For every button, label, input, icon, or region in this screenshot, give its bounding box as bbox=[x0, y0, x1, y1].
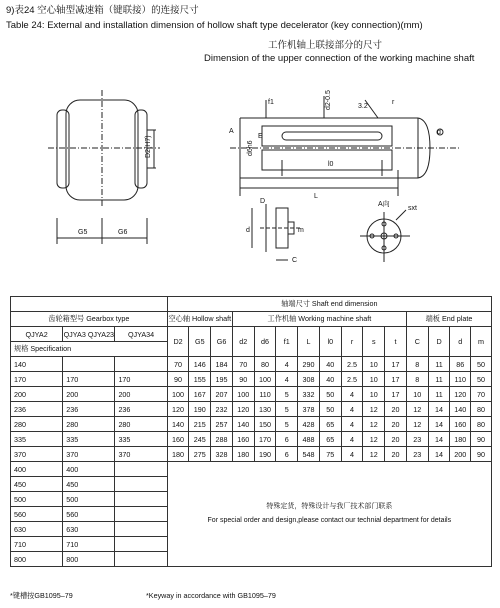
label-r32: 3.2 bbox=[358, 103, 368, 110]
column-header: l0 bbox=[319, 327, 341, 357]
header-row bbox=[11, 327, 492, 342]
value-cell: 288 bbox=[211, 432, 233, 447]
value-cell: 5 bbox=[276, 402, 298, 417]
note-en: For special order and design,please contact our technial department for details bbox=[207, 517, 452, 524]
subtitle-en: Dimension of the upper connection of the working machine shaft bbox=[204, 53, 475, 64]
spec-cell bbox=[115, 507, 167, 522]
value-cell: 190 bbox=[189, 402, 211, 417]
spec-cell: 710 bbox=[63, 537, 115, 552]
table-row bbox=[11, 357, 492, 372]
spec-cell: 710 bbox=[11, 537, 63, 552]
value-cell: 4 bbox=[276, 372, 298, 387]
label-l0: l0 bbox=[328, 161, 334, 168]
spec-cell: 335 bbox=[63, 432, 115, 447]
table-row bbox=[11, 447, 492, 462]
value-cell: 140 bbox=[450, 402, 471, 417]
value-cell: 215 bbox=[189, 417, 211, 432]
value-cell: 90 bbox=[167, 372, 189, 387]
header-type-0: QJYA2 bbox=[11, 327, 63, 342]
table-row bbox=[11, 372, 492, 387]
value-cell: 11 bbox=[428, 357, 450, 372]
shaft-end-view bbox=[230, 96, 460, 196]
value-cell: 90 bbox=[471, 447, 492, 462]
value-cell: 180 bbox=[167, 447, 189, 462]
technical-drawing bbox=[0, 0, 500, 296]
label-m: m bbox=[298, 227, 304, 234]
end-plate-view bbox=[252, 204, 300, 260]
value-cell: 6 bbox=[276, 432, 298, 447]
label-a-direction: A向 bbox=[378, 201, 390, 208]
value-cell: 2.5 bbox=[341, 357, 363, 372]
spec-cell bbox=[115, 537, 167, 552]
special-order-note bbox=[167, 462, 491, 567]
spec-cell: 280 bbox=[63, 417, 115, 432]
column-header: G6 bbox=[211, 327, 233, 357]
column-header: d bbox=[450, 327, 471, 357]
value-cell: 332 bbox=[298, 387, 320, 402]
value-cell: 207 bbox=[211, 387, 233, 402]
value-cell: 4 bbox=[341, 387, 363, 402]
spec-cell bbox=[115, 477, 167, 492]
title-cn: 9)表24 空心轴型减速箱（键联接）的连接尺寸 bbox=[6, 5, 199, 16]
spec-cell: 450 bbox=[11, 477, 63, 492]
label-d: d bbox=[246, 227, 250, 234]
value-cell: 70 bbox=[471, 387, 492, 402]
value-cell: 167 bbox=[189, 387, 211, 402]
header-blank bbox=[11, 297, 168, 312]
value-cell: 120 bbox=[450, 387, 471, 402]
label-d6: d6h6 bbox=[247, 140, 254, 156]
value-cell: 275 bbox=[189, 447, 211, 462]
value-cell: 6 bbox=[276, 447, 298, 462]
value-cell: 80 bbox=[471, 402, 492, 417]
spec-cell: 335 bbox=[11, 432, 63, 447]
value-cell: 4 bbox=[341, 432, 363, 447]
value-cell: 5 bbox=[276, 417, 298, 432]
value-cell: 20 bbox=[385, 432, 407, 447]
value-cell: 65 bbox=[319, 432, 341, 447]
value-cell: 17 bbox=[385, 372, 407, 387]
value-cell: 308 bbox=[298, 372, 320, 387]
value-cell: 232 bbox=[211, 402, 233, 417]
spec-cell: 335 bbox=[115, 432, 167, 447]
label-c: C bbox=[292, 257, 298, 264]
header-working-shaft: 工作机轴 Working machine shaft bbox=[232, 312, 406, 327]
value-cell: 378 bbox=[298, 402, 320, 417]
label-d2: d2-0.5 bbox=[325, 90, 332, 110]
value-cell: 17 bbox=[385, 387, 407, 402]
label-d2h7: D2(H7) bbox=[145, 135, 152, 158]
value-cell: 40 bbox=[319, 372, 341, 387]
value-cell: 10 bbox=[363, 387, 385, 402]
column-header: G5 bbox=[189, 327, 211, 357]
column-header: D bbox=[428, 327, 450, 357]
value-cell: 70 bbox=[232, 357, 254, 372]
footnote-en: *Keyway in accordance with GB1095–79 bbox=[146, 591, 276, 600]
value-cell: 4 bbox=[341, 402, 363, 417]
value-cell: 14 bbox=[428, 417, 450, 432]
value-cell: 488 bbox=[298, 432, 320, 447]
header-type-2: QJYA34 bbox=[115, 327, 167, 342]
value-cell: 90 bbox=[471, 432, 492, 447]
label-g5: G5 bbox=[78, 229, 88, 236]
spec-cell: 800 bbox=[63, 552, 115, 567]
value-cell: 40 bbox=[319, 357, 341, 372]
spec-cell bbox=[115, 357, 167, 372]
value-cell: 75 bbox=[319, 447, 341, 462]
header-row bbox=[11, 312, 492, 327]
value-cell: 8 bbox=[406, 372, 428, 387]
spec-cell: 280 bbox=[11, 417, 63, 432]
value-cell: 150 bbox=[254, 417, 276, 432]
footnote-cn: *键槽按GB1095–79 bbox=[10, 591, 73, 600]
value-cell: 17 bbox=[385, 357, 407, 372]
value-cell: 160 bbox=[232, 432, 254, 447]
value-cell: 120 bbox=[167, 402, 189, 417]
label-l: L bbox=[314, 193, 318, 200]
column-header: s bbox=[363, 327, 385, 357]
spec-cell: 500 bbox=[11, 492, 63, 507]
column-header: D2 bbox=[167, 327, 189, 357]
spec-cell: 200 bbox=[63, 387, 115, 402]
value-cell: 50 bbox=[319, 402, 341, 417]
column-header: C bbox=[406, 327, 428, 357]
value-cell: 12 bbox=[363, 417, 385, 432]
value-cell: 70 bbox=[167, 357, 189, 372]
gearbox-side-view bbox=[48, 90, 160, 244]
value-cell: 170 bbox=[254, 432, 276, 447]
label-e: E bbox=[258, 133, 263, 140]
spec-cell: 560 bbox=[11, 507, 63, 522]
value-cell: 257 bbox=[211, 417, 233, 432]
value-cell: 5 bbox=[276, 387, 298, 402]
column-header: d6 bbox=[254, 327, 276, 357]
value-cell: 86 bbox=[450, 357, 471, 372]
value-cell: 4 bbox=[276, 357, 298, 372]
value-cell: 12 bbox=[363, 402, 385, 417]
subtitle-cn: 工作机轴上联接部分的尺寸 bbox=[268, 40, 383, 51]
spec-cell: 800 bbox=[11, 552, 63, 567]
value-cell: 12 bbox=[406, 402, 428, 417]
value-cell: 146 bbox=[189, 357, 211, 372]
table-row bbox=[11, 387, 492, 402]
spec-cell: 370 bbox=[11, 447, 63, 462]
spec-cell bbox=[115, 552, 167, 567]
value-cell: 50 bbox=[319, 387, 341, 402]
value-cell: 23 bbox=[406, 447, 428, 462]
value-cell: 65 bbox=[319, 417, 341, 432]
header-shaft-end: 轴端尺寸 Shaft end dimension bbox=[167, 297, 491, 312]
value-cell: 12 bbox=[363, 447, 385, 462]
value-cell: 11 bbox=[428, 387, 450, 402]
value-cell: 110 bbox=[450, 372, 471, 387]
value-cell: 160 bbox=[167, 432, 189, 447]
value-cell: 10 bbox=[363, 357, 385, 372]
label-d-shaft: d bbox=[437, 129, 441, 136]
value-cell: 160 bbox=[450, 417, 471, 432]
value-cell: 20 bbox=[385, 402, 407, 417]
value-cell: 548 bbox=[298, 447, 320, 462]
value-cell: 8 bbox=[406, 357, 428, 372]
column-header: t bbox=[385, 327, 407, 357]
table-row bbox=[11, 417, 492, 432]
spec-cell bbox=[115, 462, 167, 477]
value-cell: 4 bbox=[341, 447, 363, 462]
value-cell: 14 bbox=[428, 402, 450, 417]
dimension-table bbox=[10, 296, 492, 567]
spec-cell: 140 bbox=[11, 357, 63, 372]
spec-cell: 280 bbox=[115, 417, 167, 432]
value-cell: 14 bbox=[428, 432, 450, 447]
label-D: D bbox=[260, 198, 266, 205]
spec-cell: 236 bbox=[63, 402, 115, 417]
spec-cell: 630 bbox=[63, 522, 115, 537]
header-row bbox=[11, 297, 492, 312]
note-cn: 特殊定货，特殊设计与我厂技术部门联系 bbox=[266, 503, 393, 510]
value-cell: 290 bbox=[298, 357, 320, 372]
label-a: A bbox=[229, 128, 234, 135]
header-type-1: QJYA3 QJYA23 bbox=[63, 327, 115, 342]
spec-cell: 500 bbox=[63, 492, 115, 507]
value-cell: 110 bbox=[254, 387, 276, 402]
value-cell: 20 bbox=[385, 417, 407, 432]
table-row bbox=[11, 462, 492, 477]
value-cell: 12 bbox=[363, 432, 385, 447]
header-end-plate: 端板 End plate bbox=[406, 312, 491, 327]
value-cell: 428 bbox=[298, 417, 320, 432]
spec-cell bbox=[115, 492, 167, 507]
value-cell: 50 bbox=[471, 357, 492, 372]
label-r: r bbox=[392, 99, 395, 106]
column-header: m bbox=[471, 327, 492, 357]
table-row bbox=[11, 402, 492, 417]
table-row bbox=[11, 432, 492, 447]
spec-cell: 200 bbox=[11, 387, 63, 402]
spec-cell bbox=[115, 522, 167, 537]
value-cell: 20 bbox=[385, 447, 407, 462]
label-sxt: sxt bbox=[408, 205, 417, 212]
value-cell: 10 bbox=[363, 372, 385, 387]
value-cell: 4 bbox=[341, 417, 363, 432]
value-cell: 155 bbox=[189, 372, 211, 387]
value-cell: 50 bbox=[471, 372, 492, 387]
spec-cell bbox=[63, 357, 115, 372]
value-cell: 11 bbox=[428, 372, 450, 387]
value-cell: 245 bbox=[189, 432, 211, 447]
value-cell: 80 bbox=[254, 357, 276, 372]
value-cell: 2.5 bbox=[341, 372, 363, 387]
value-cell: 12 bbox=[406, 417, 428, 432]
value-cell: 100 bbox=[254, 372, 276, 387]
column-header: r bbox=[341, 327, 363, 357]
spec-cell: 370 bbox=[115, 447, 167, 462]
spec-cell: 170 bbox=[11, 372, 63, 387]
column-header: L bbox=[298, 327, 320, 357]
value-cell: 184 bbox=[211, 357, 233, 372]
title-en: Table 24: External and installation dimension of hollow shaft type decelerator (key connection)(mm) bbox=[6, 20, 423, 31]
label-f1: f1 bbox=[268, 99, 274, 106]
spec-cell: 170 bbox=[115, 372, 167, 387]
value-cell: 100 bbox=[167, 387, 189, 402]
value-cell: 200 bbox=[450, 447, 471, 462]
value-cell: 23 bbox=[406, 432, 428, 447]
value-cell: 190 bbox=[254, 447, 276, 462]
header-hollow-shaft: 空心轴 Hollow shaft bbox=[167, 312, 232, 327]
header-gearbox-type: 齿轮箱型号 Gearbox type bbox=[11, 312, 168, 327]
value-cell: 90 bbox=[232, 372, 254, 387]
spec-cell: 170 bbox=[63, 372, 115, 387]
value-cell: 100 bbox=[232, 387, 254, 402]
spec-cell: 370 bbox=[63, 447, 115, 462]
value-cell: 328 bbox=[211, 447, 233, 462]
spec-cell: 400 bbox=[63, 462, 115, 477]
value-cell: 140 bbox=[232, 417, 254, 432]
spec-cell: 236 bbox=[115, 402, 167, 417]
value-cell: 120 bbox=[232, 402, 254, 417]
label-g6: G6 bbox=[118, 229, 128, 236]
value-cell: 140 bbox=[167, 417, 189, 432]
spec-cell: 560 bbox=[63, 507, 115, 522]
spec-cell: 236 bbox=[11, 402, 63, 417]
spec-cell: 630 bbox=[11, 522, 63, 537]
value-cell: 80 bbox=[471, 417, 492, 432]
column-header: d2 bbox=[232, 327, 254, 357]
value-cell: 130 bbox=[254, 402, 276, 417]
value-cell: 14 bbox=[428, 447, 450, 462]
a-direction-view bbox=[360, 210, 410, 262]
spec-cell: 450 bbox=[63, 477, 115, 492]
value-cell: 195 bbox=[211, 372, 233, 387]
value-cell: 180 bbox=[232, 447, 254, 462]
header-specification: 规格 Specification bbox=[11, 342, 168, 357]
spec-cell: 200 bbox=[115, 387, 167, 402]
value-cell: 10 bbox=[406, 387, 428, 402]
column-header: f1 bbox=[276, 327, 298, 357]
spec-cell: 400 bbox=[11, 462, 63, 477]
value-cell: 180 bbox=[450, 432, 471, 447]
